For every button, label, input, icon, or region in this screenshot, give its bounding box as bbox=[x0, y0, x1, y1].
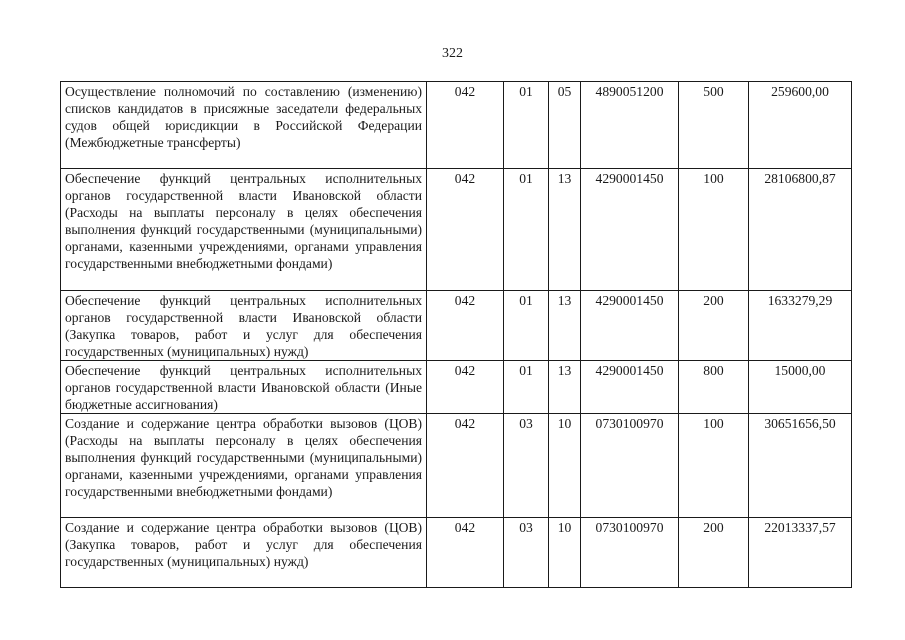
section-code: 01 bbox=[504, 361, 549, 414]
target-article-code: 4890051200 bbox=[581, 82, 679, 169]
expense-description: Обеспечение функций центральных исполнительных органов государственной власти Ивановской области (Иные бюджетные ассигнования) bbox=[61, 361, 427, 414]
expense-description: Обеспечение функций центральных исполнительных органов государственной власти Ивановской области (Закупка товаров, работ и услуг для обеспечения государственных (муниципальных) нужд) bbox=[61, 291, 427, 361]
target-article-code: 4290001450 bbox=[581, 361, 679, 414]
table-row bbox=[61, 169, 852, 291]
subsection-code: 05 bbox=[549, 82, 581, 169]
subsection-code: 13 bbox=[549, 169, 581, 291]
target-article-code: 0730100970 bbox=[581, 414, 679, 518]
expense-description: Осуществление полномочий по составлению (изменению) списков кандидатов в присяжные заседатели федеральных судов общей юрисдикции в Российской Федерации (Межбюджетные трансферты) bbox=[61, 82, 427, 169]
section-code: 03 bbox=[504, 414, 549, 518]
ministry-code: 042 bbox=[427, 518, 504, 588]
ministry-code: 042 bbox=[427, 169, 504, 291]
expense-type-code: 200 bbox=[679, 291, 749, 361]
page-number: 322 bbox=[442, 46, 463, 61]
budget-table bbox=[60, 81, 852, 588]
amount-value: 28106800,87 bbox=[749, 169, 852, 291]
ministry-code: 042 bbox=[427, 361, 504, 414]
ministry-code: 042 bbox=[427, 291, 504, 361]
expense-description: Создание и содержание центра обработки вызовов (ЦОВ) (Закупка товаров, работ и услуг для обеспечения государственных (муниципальных) нужд) bbox=[61, 518, 427, 588]
table-row bbox=[61, 414, 852, 518]
expense-description: Создание и содержание центра обработки вызовов (ЦОВ) (Расходы на выплаты персоналу в целях обеспечения выполнения функций государственными (муниципальными) органами, казенными учреждениями, органами управления государственными внебюджетными фондами) bbox=[61, 414, 427, 518]
subsection-code: 10 bbox=[549, 518, 581, 588]
amount-value: 15000,00 bbox=[749, 361, 852, 414]
section-code: 01 bbox=[504, 291, 549, 361]
subsection-code: 13 bbox=[549, 361, 581, 414]
target-article-code: 4290001450 bbox=[581, 291, 679, 361]
expense-type-code: 100 bbox=[679, 169, 749, 291]
table-row bbox=[61, 82, 852, 169]
expense-type-code: 100 bbox=[679, 414, 749, 518]
subsection-code: 10 bbox=[549, 414, 581, 518]
ministry-code: 042 bbox=[427, 414, 504, 518]
expense-type-code: 500 bbox=[679, 82, 749, 169]
target-article-code: 4290001450 bbox=[581, 169, 679, 291]
amount-value: 1633279,29 bbox=[749, 291, 852, 361]
section-code: 03 bbox=[504, 518, 549, 588]
section-code: 01 bbox=[504, 82, 549, 169]
table-row bbox=[61, 361, 852, 414]
table-row bbox=[61, 518, 852, 588]
amount-value: 259600,00 bbox=[749, 82, 852, 169]
subsection-code: 13 bbox=[549, 291, 581, 361]
ministry-code: 042 bbox=[427, 82, 504, 169]
amount-value: 22013337,57 bbox=[749, 518, 852, 588]
expense-type-code: 200 bbox=[679, 518, 749, 588]
section-code: 01 bbox=[504, 169, 549, 291]
table-row bbox=[61, 291, 852, 361]
amount-value: 30651656,50 bbox=[749, 414, 852, 518]
expense-type-code: 800 bbox=[679, 361, 749, 414]
target-article-code: 0730100970 bbox=[581, 518, 679, 588]
expense-description: Обеспечение функций центральных исполнительных органов государственной власти Ивановской области (Расходы на выплаты персоналу в целях обеспечения выполнения функций государственными (муниципальными) органами, казенными учреждениями, органами управления государственными внебюджетными фондами) bbox=[61, 169, 427, 291]
